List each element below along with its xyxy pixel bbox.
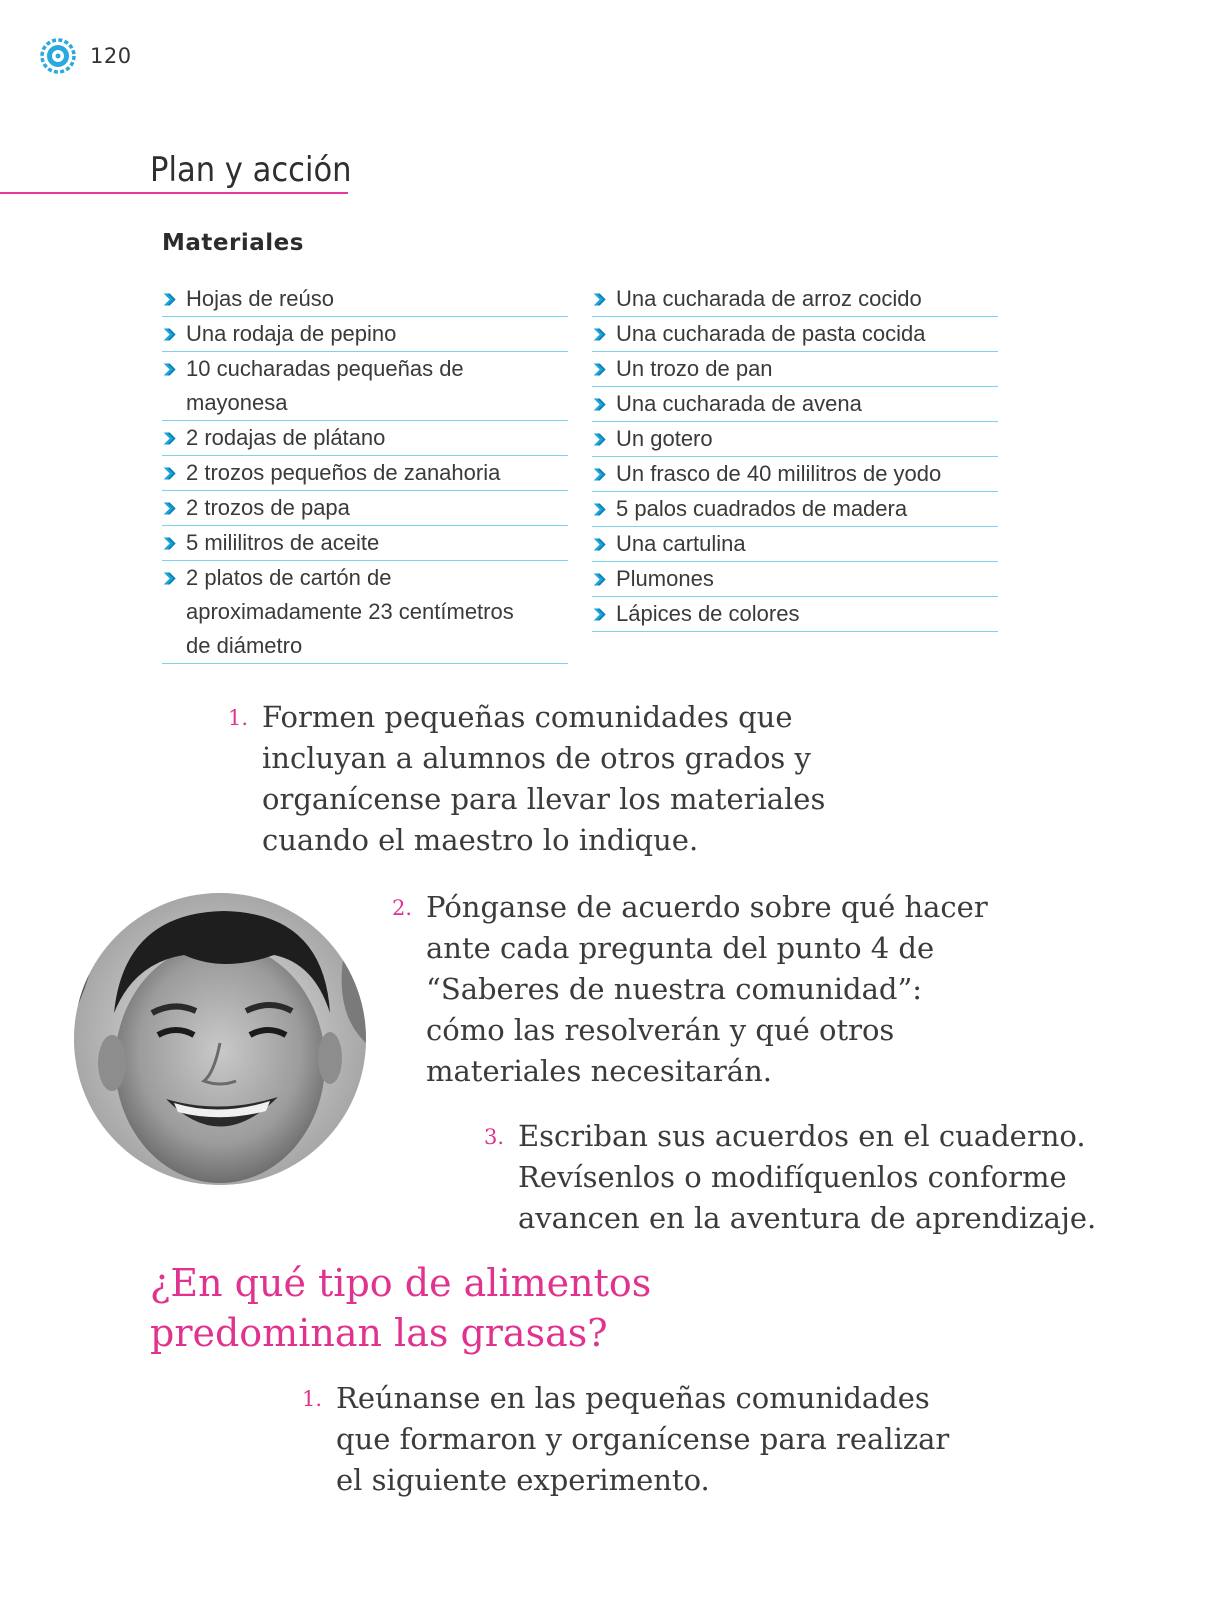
chevron-right-icon	[592, 457, 610, 491]
material-item	[592, 352, 998, 387]
step-3	[484, 1116, 1148, 1239]
material-item-text: 2 rodajas de plátano	[186, 425, 386, 450]
material-item	[592, 597, 998, 632]
material-item-text: Una cartulina	[616, 531, 746, 556]
material-item-text: 2 trozos pequeños de zanahoria	[186, 460, 501, 485]
chevron-right-icon	[592, 282, 610, 316]
chevron-right-icon	[592, 387, 610, 421]
material-item-text: 10 cucharadas pequeñas de	[186, 356, 464, 381]
step-line: Formen pequeñas comunidades que	[262, 700, 793, 734]
chevron-right-icon	[592, 527, 610, 561]
material-item-text: Una cucharada de pasta cocida	[616, 321, 926, 346]
smiling-child-photo	[74, 893, 366, 1185]
materials-list-left	[162, 282, 568, 664]
step-line: organícense para llevar los materiales	[262, 782, 826, 816]
step-number: 2.	[392, 896, 413, 920]
question-heading-line: ¿En qué tipo de alimentos	[150, 1261, 652, 1305]
step-line: Pónganse de acuerdo sobre qué hacer	[426, 890, 988, 924]
chevron-right-icon	[592, 597, 610, 631]
chevron-right-icon	[592, 352, 610, 386]
chevron-right-icon	[162, 561, 180, 595]
step-line: ante cada pregunta del punto 4 de	[426, 931, 935, 965]
step-number: 1.	[228, 706, 249, 730]
materials-list-right	[592, 282, 998, 632]
material-item-text: Hojas de reúso	[186, 286, 334, 311]
step-line: Revísenlos o modifíquenlos conforme	[518, 1160, 1067, 1194]
material-item	[162, 526, 568, 561]
section-title-underline	[0, 192, 348, 194]
question-heading	[150, 1258, 850, 1358]
material-item-text: Un gotero	[616, 426, 713, 451]
material-item-text: Una cucharada de arroz cocido	[616, 286, 922, 311]
material-item-text: Un trozo de pan	[616, 356, 773, 381]
material-item	[592, 282, 998, 317]
chevron-right-icon	[162, 282, 180, 316]
page-header	[40, 38, 132, 74]
step-line: Escriban sus acuerdos en el cuaderno.	[518, 1119, 1086, 1153]
material-item	[592, 527, 998, 562]
materials-heading: Materiales	[162, 230, 304, 256]
chevron-right-icon	[162, 456, 180, 490]
material-item	[592, 317, 998, 352]
step-line: avancen en la aventura de aprendizaje.	[518, 1201, 1097, 1235]
chevron-right-icon	[162, 352, 180, 386]
step-line: cuando el maestro lo indique.	[262, 823, 699, 857]
step-line: incluyan a alumnos de otros grados y	[262, 741, 811, 775]
material-item-text: 5 mililitros de aceite	[186, 530, 380, 555]
material-item-text: 5 palos cuadrados de madera	[616, 496, 908, 521]
step-line: materiales necesitarán.	[426, 1054, 772, 1088]
step-1	[228, 697, 862, 861]
material-item-text: Plumones	[616, 566, 714, 591]
material-item-text: Lápices de colores	[616, 601, 800, 626]
material-item	[162, 421, 568, 456]
step-line: “Saberes de nuestra comunidad”:	[426, 972, 923, 1006]
page-number: 120	[90, 44, 132, 68]
material-item	[592, 492, 998, 527]
material-item	[162, 491, 568, 526]
step-line: Reúnanse en las pequeñas comunidades	[336, 1381, 930, 1415]
material-item-text: Un frasco de 40 mililitros de yodo	[616, 461, 942, 486]
child-portrait-illustration	[74, 893, 366, 1185]
material-item-text: Una rodaja de pepino	[186, 321, 397, 346]
material-item-text: de diámetro	[186, 633, 303, 658]
chevron-right-icon	[592, 562, 610, 596]
chevron-right-icon	[592, 422, 610, 456]
material-item	[162, 561, 568, 664]
chevron-right-icon	[592, 317, 610, 351]
material-item-text: mayonesa	[186, 390, 288, 415]
question-heading-line: predominan las grasas?	[150, 1311, 608, 1355]
step-number: 3.	[484, 1125, 505, 1149]
chevron-right-icon	[162, 421, 180, 455]
chevron-right-icon	[592, 492, 610, 526]
step-line: que formaron y organícense para realizar	[336, 1422, 950, 1456]
material-item	[592, 457, 998, 492]
chevron-right-icon	[162, 526, 180, 560]
material-item-text: 2 trozos de papa	[186, 495, 350, 520]
material-item-text: Una cucharada de avena	[616, 391, 862, 416]
material-item	[162, 352, 568, 421]
material-item	[592, 562, 998, 597]
material-item	[162, 456, 568, 491]
step-2	[392, 887, 1026, 1092]
question-step-1	[302, 1378, 1016, 1501]
chevron-right-icon	[162, 491, 180, 525]
flower-emblem-icon	[40, 38, 76, 74]
chevron-right-icon	[162, 317, 180, 351]
material-item	[592, 422, 998, 457]
material-item-text: aproximadamente 23 centímetros	[186, 599, 514, 624]
material-item	[162, 317, 568, 352]
section-title: Plan y acción	[150, 150, 352, 190]
material-item-text: 2 platos de cartón de	[186, 565, 392, 590]
step-number: 1.	[302, 1387, 323, 1411]
step-line: cómo las resolverán y qué otros	[426, 1013, 895, 1047]
material-item	[162, 282, 568, 317]
step-line: el siguiente experimento.	[336, 1463, 710, 1497]
material-item	[592, 387, 998, 422]
